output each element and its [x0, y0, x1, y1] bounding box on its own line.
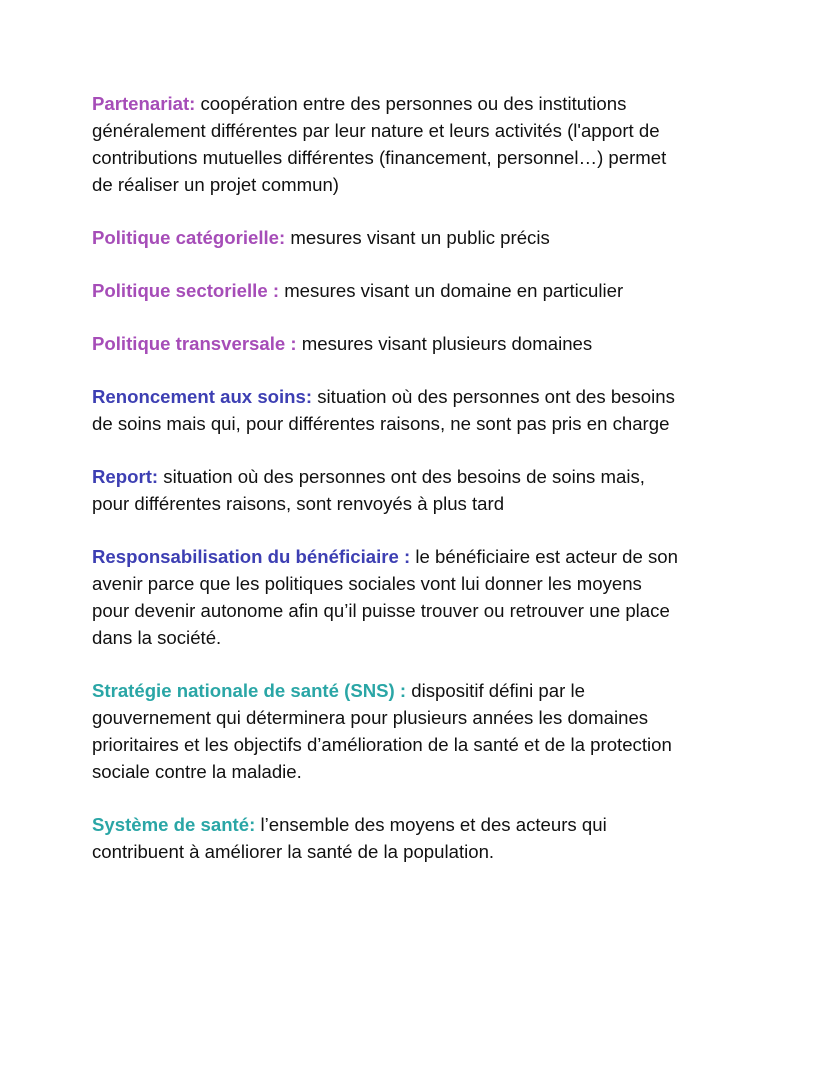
glossary-entry-partenariat: [92, 90, 682, 198]
glossary-term: Stratégie nationale de santé (SNS) :: [92, 680, 407, 701]
glossary-definition: dispositif défini par le gouvernement qui déterminera pour plusieurs années les domaines prioritaires et les objectifs d’amélioration de la santé et de la protection sociale contre la maladie.: [92, 680, 672, 782]
glossary-term: Partenariat:: [92, 93, 196, 114]
glossary-term: Système de santé:: [92, 814, 256, 835]
glossary-entry-strategie-nationale-de-sante: [92, 677, 682, 785]
glossary-definition: l’ensemble des moyens et des acteurs qui contribuent à améliorer la santé de la population.: [92, 814, 607, 862]
glossary-entry-renoncement-aux-soins: [92, 383, 682, 437]
glossary-term: Politique catégorielle:: [92, 227, 286, 248]
glossary-term: Politique sectorielle :: [92, 280, 280, 301]
glossary-term: Report:: [92, 466, 159, 487]
glossary-definition: le bénéficiaire est acteur de son avenir parce que les politiques sociales vont lui donner les moyens pour devenir autonome afin qu’il puisse trouver ou retrouver une place dans la société.: [92, 546, 678, 648]
glossary-definition: mesures visant plusieurs domaines: [296, 333, 593, 354]
glossary-entry-politique-transversale: [92, 330, 682, 357]
glossary-entry-responsabilisation: [92, 543, 682, 651]
glossary-definition: mesures visant un domaine en particulier: [279, 280, 624, 301]
glossary-entry-politique-sectorielle: [92, 277, 682, 304]
glossary-page: [92, 90, 682, 891]
glossary-term: Responsabilisation du bénéficiaire :: [92, 546, 411, 567]
glossary-entry-politique-categorielle: [92, 224, 682, 251]
glossary-term: Politique transversale :: [92, 333, 297, 354]
glossary-definition: mesures visant un public précis: [285, 227, 550, 248]
glossary-entry-systeme-de-sante: [92, 811, 682, 865]
glossary-entry-report: [92, 463, 682, 517]
glossary-definition: coopération entre des personnes ou des institutions généralement différentes par leur nature et leurs activités (l'apport de contributions mutuelles différentes (financement, personnel…) permet de réaliser un projet commun): [92, 93, 667, 195]
glossary-definition: situation où des personnes ont des besoins de soins mais, pour différentes raisons, sont renvoyés à plus tard: [92, 466, 645, 514]
glossary-definition: situation où des personnes ont des besoins de soins mais qui, pour différentes raisons, ne sont pas pris en charge: [92, 386, 675, 434]
glossary-term: Renoncement aux soins:: [92, 386, 313, 407]
